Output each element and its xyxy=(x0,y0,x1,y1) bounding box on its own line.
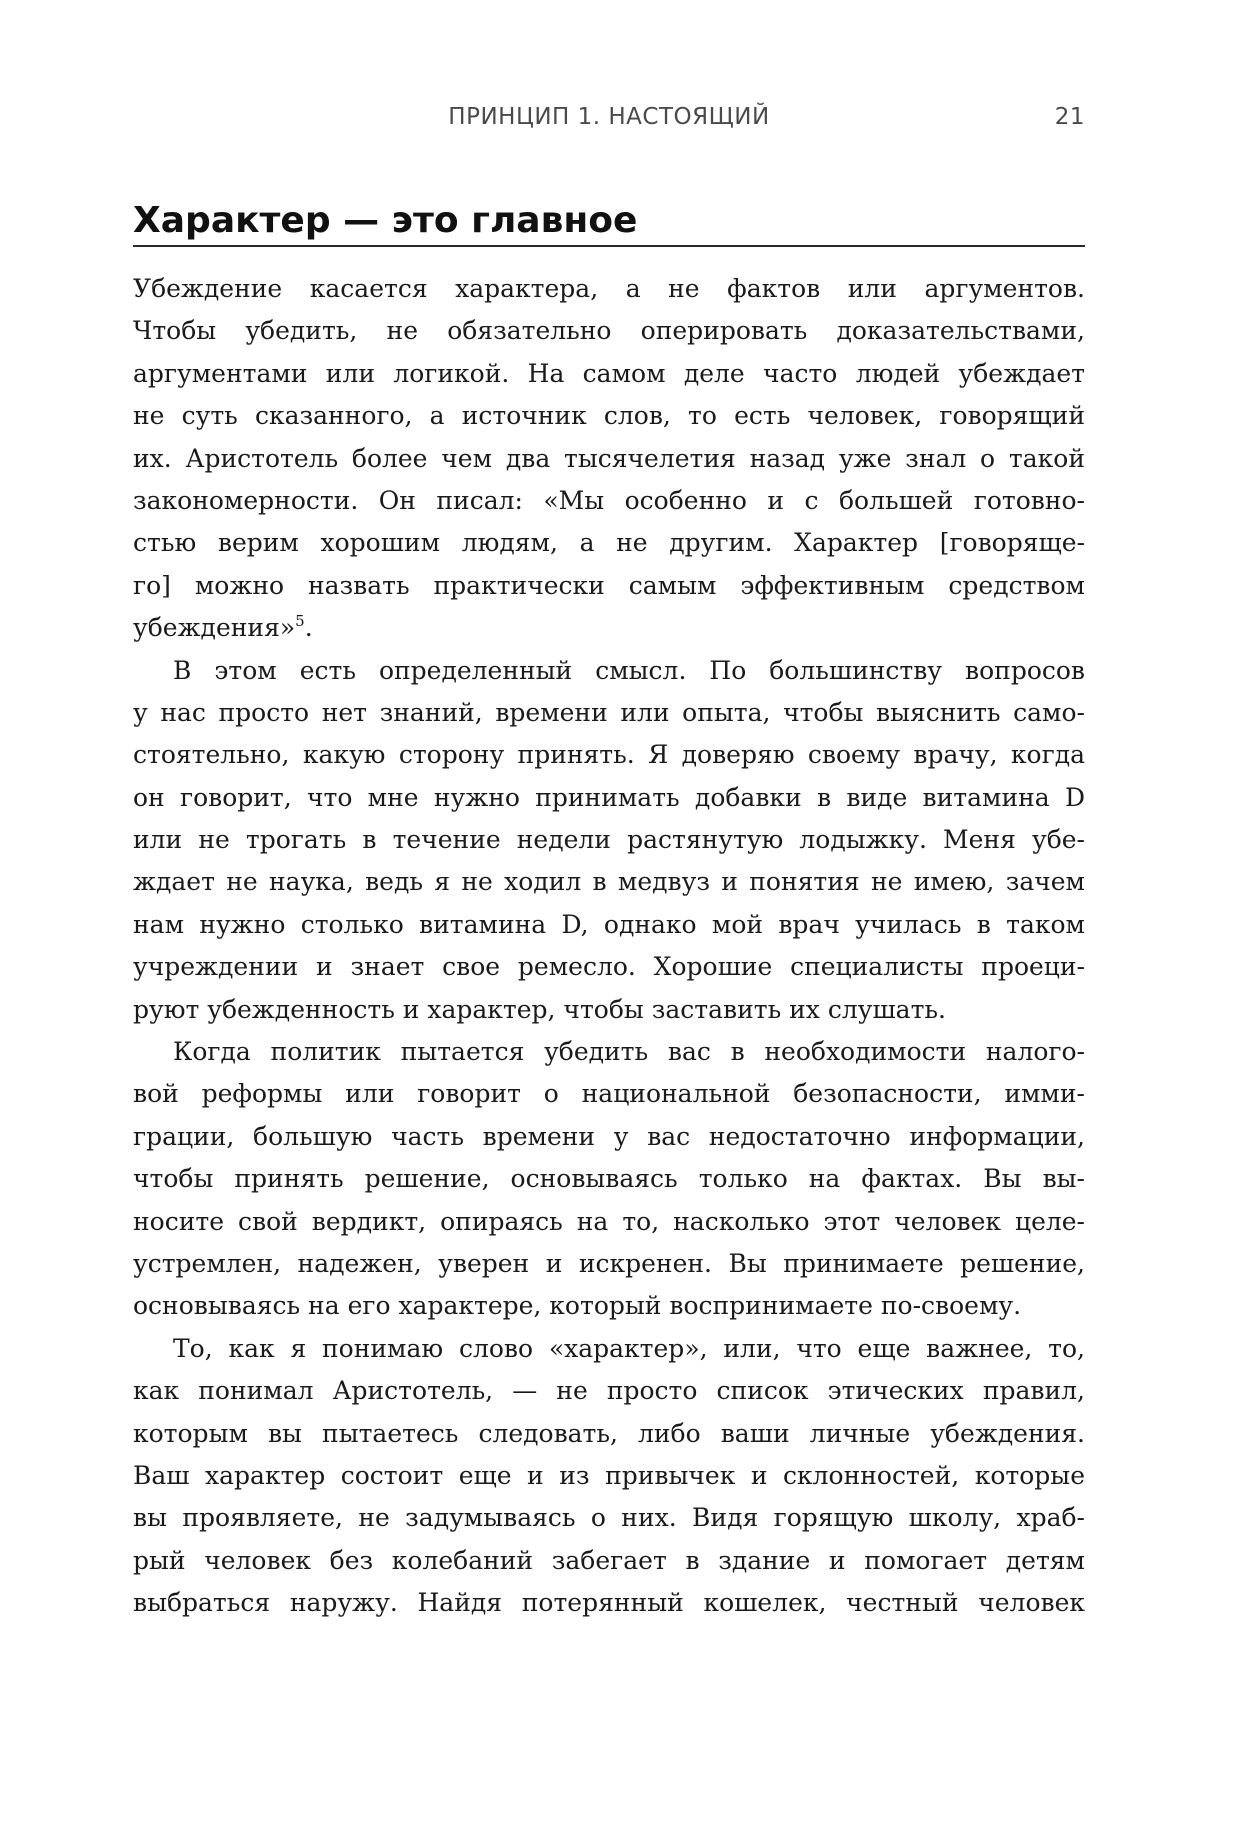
text-line-last: руют убежденность и характер, чтобы заставить их слушать. xyxy=(133,994,946,1024)
text-line-last xyxy=(133,607,1085,649)
paragraph-4 xyxy=(133,1328,1085,1625)
text-line: ждает не наука, ведь я не ходил в медвуз и понятия не имею, зачем xyxy=(133,867,1085,897)
text-line: нам нужно столько витамина D, однако мой врач училась в таком xyxy=(133,909,1085,939)
text-line: он говорит, что мне нужно принимать добавки в виде витамина D xyxy=(133,782,1085,812)
page-number: 21 xyxy=(1054,104,1085,130)
section-heading xyxy=(133,195,1085,255)
running-head xyxy=(133,104,1085,144)
text-line: у нас просто нет знаний, времени или опыта, чтобы выяснить само- xyxy=(133,697,1085,727)
text-line: го] можно назвать практически самым эффективным средством xyxy=(133,570,1085,600)
chapter-title: ПРИНЦИП 1. НАСТОЯЩИЙ xyxy=(448,104,770,130)
paragraph-2 xyxy=(133,650,1085,1032)
text-line: Ваш характер состоит еще и из привычек и склонностей, которые xyxy=(133,1460,1085,1490)
footnote-reference[interactable]: 5 xyxy=(295,612,305,631)
text-fragment: убеждения» xyxy=(133,613,296,643)
text-line: рый человек без колебаний забегает в здание и помогает детям xyxy=(133,1545,1085,1575)
text-line: То, как я понимаю слово «характер», или, что еще важнее, то, xyxy=(173,1333,1085,1363)
text-line: устремлен, надежен, уверен и искренен. Вы принимаете решение, xyxy=(133,1248,1085,1278)
text-line: стью верим хорошим людям, а не другим. Характер [говоряще- xyxy=(133,528,1085,558)
text-line: учреждении и знает свое ремесло. Хорошие специалисты проеци- xyxy=(133,952,1085,982)
text-line: грации, большую часть времени у вас недостаточно информации, xyxy=(133,1121,1085,1151)
text-line: их. Аристотель более чем два тысячелетия назад уже знал о такой xyxy=(133,443,1085,473)
text-line: закономерности. Он писал: «Мы особенно и с большей готовно- xyxy=(133,485,1085,515)
text-line: как понимал Аристотель, — не просто список этических правил, xyxy=(133,1376,1085,1406)
text-line: выбраться наружу. Найдя потерянный кошелек, честный человек xyxy=(133,1588,1085,1618)
paragraph-1 xyxy=(133,268,1085,650)
text-line-last: основываясь на его характере, который воспринимаете по-своему. xyxy=(133,1291,1022,1321)
text-line: которым вы пытаетесь следовать, либо ваши личные убеждения. xyxy=(133,1418,1085,1448)
text-line: или не трогать в течение недели растянутую лодыжку. Меня убе- xyxy=(133,825,1085,855)
text-line: Убеждение касается характера, а не фактов или аргументов. xyxy=(133,274,1085,303)
text-line: аргументами или логикой. На самом деле часто людей убеждает xyxy=(133,358,1085,388)
text-line: Чтобы убедить, не обязательно оперировать доказательствами, xyxy=(133,316,1085,346)
text-line: не суть сказанного, а источник слов, то есть человек, говорящий xyxy=(133,401,1085,431)
text-line: носите свой вердикт, опираясь на то, насколько этот человек целе- xyxy=(133,1206,1085,1236)
heading-rule xyxy=(133,245,1085,247)
text-line: Когда политик пытается убедить вас в необходимости налого- xyxy=(173,1037,1085,1067)
text-line: стоятельно, какую сторону принять. Я доверяю своему врачу, когда xyxy=(133,740,1085,770)
body-text xyxy=(133,268,1085,1625)
text-line: вой реформы или говорит о национальной безопасности, имми- xyxy=(133,1079,1085,1109)
text-line: чтобы принять решение, основываясь только на фактах. Вы вы- xyxy=(133,1164,1085,1194)
text-line: В этом есть определенный смысл. По большинству вопросов xyxy=(173,655,1085,685)
paragraph-3 xyxy=(133,1031,1085,1328)
text-line: вы проявляете, не задумываясь о них. Видя горящую школу, храб- xyxy=(133,1503,1085,1533)
section-title: Характер — это главное xyxy=(133,200,638,241)
text-fragment: . xyxy=(304,613,313,643)
